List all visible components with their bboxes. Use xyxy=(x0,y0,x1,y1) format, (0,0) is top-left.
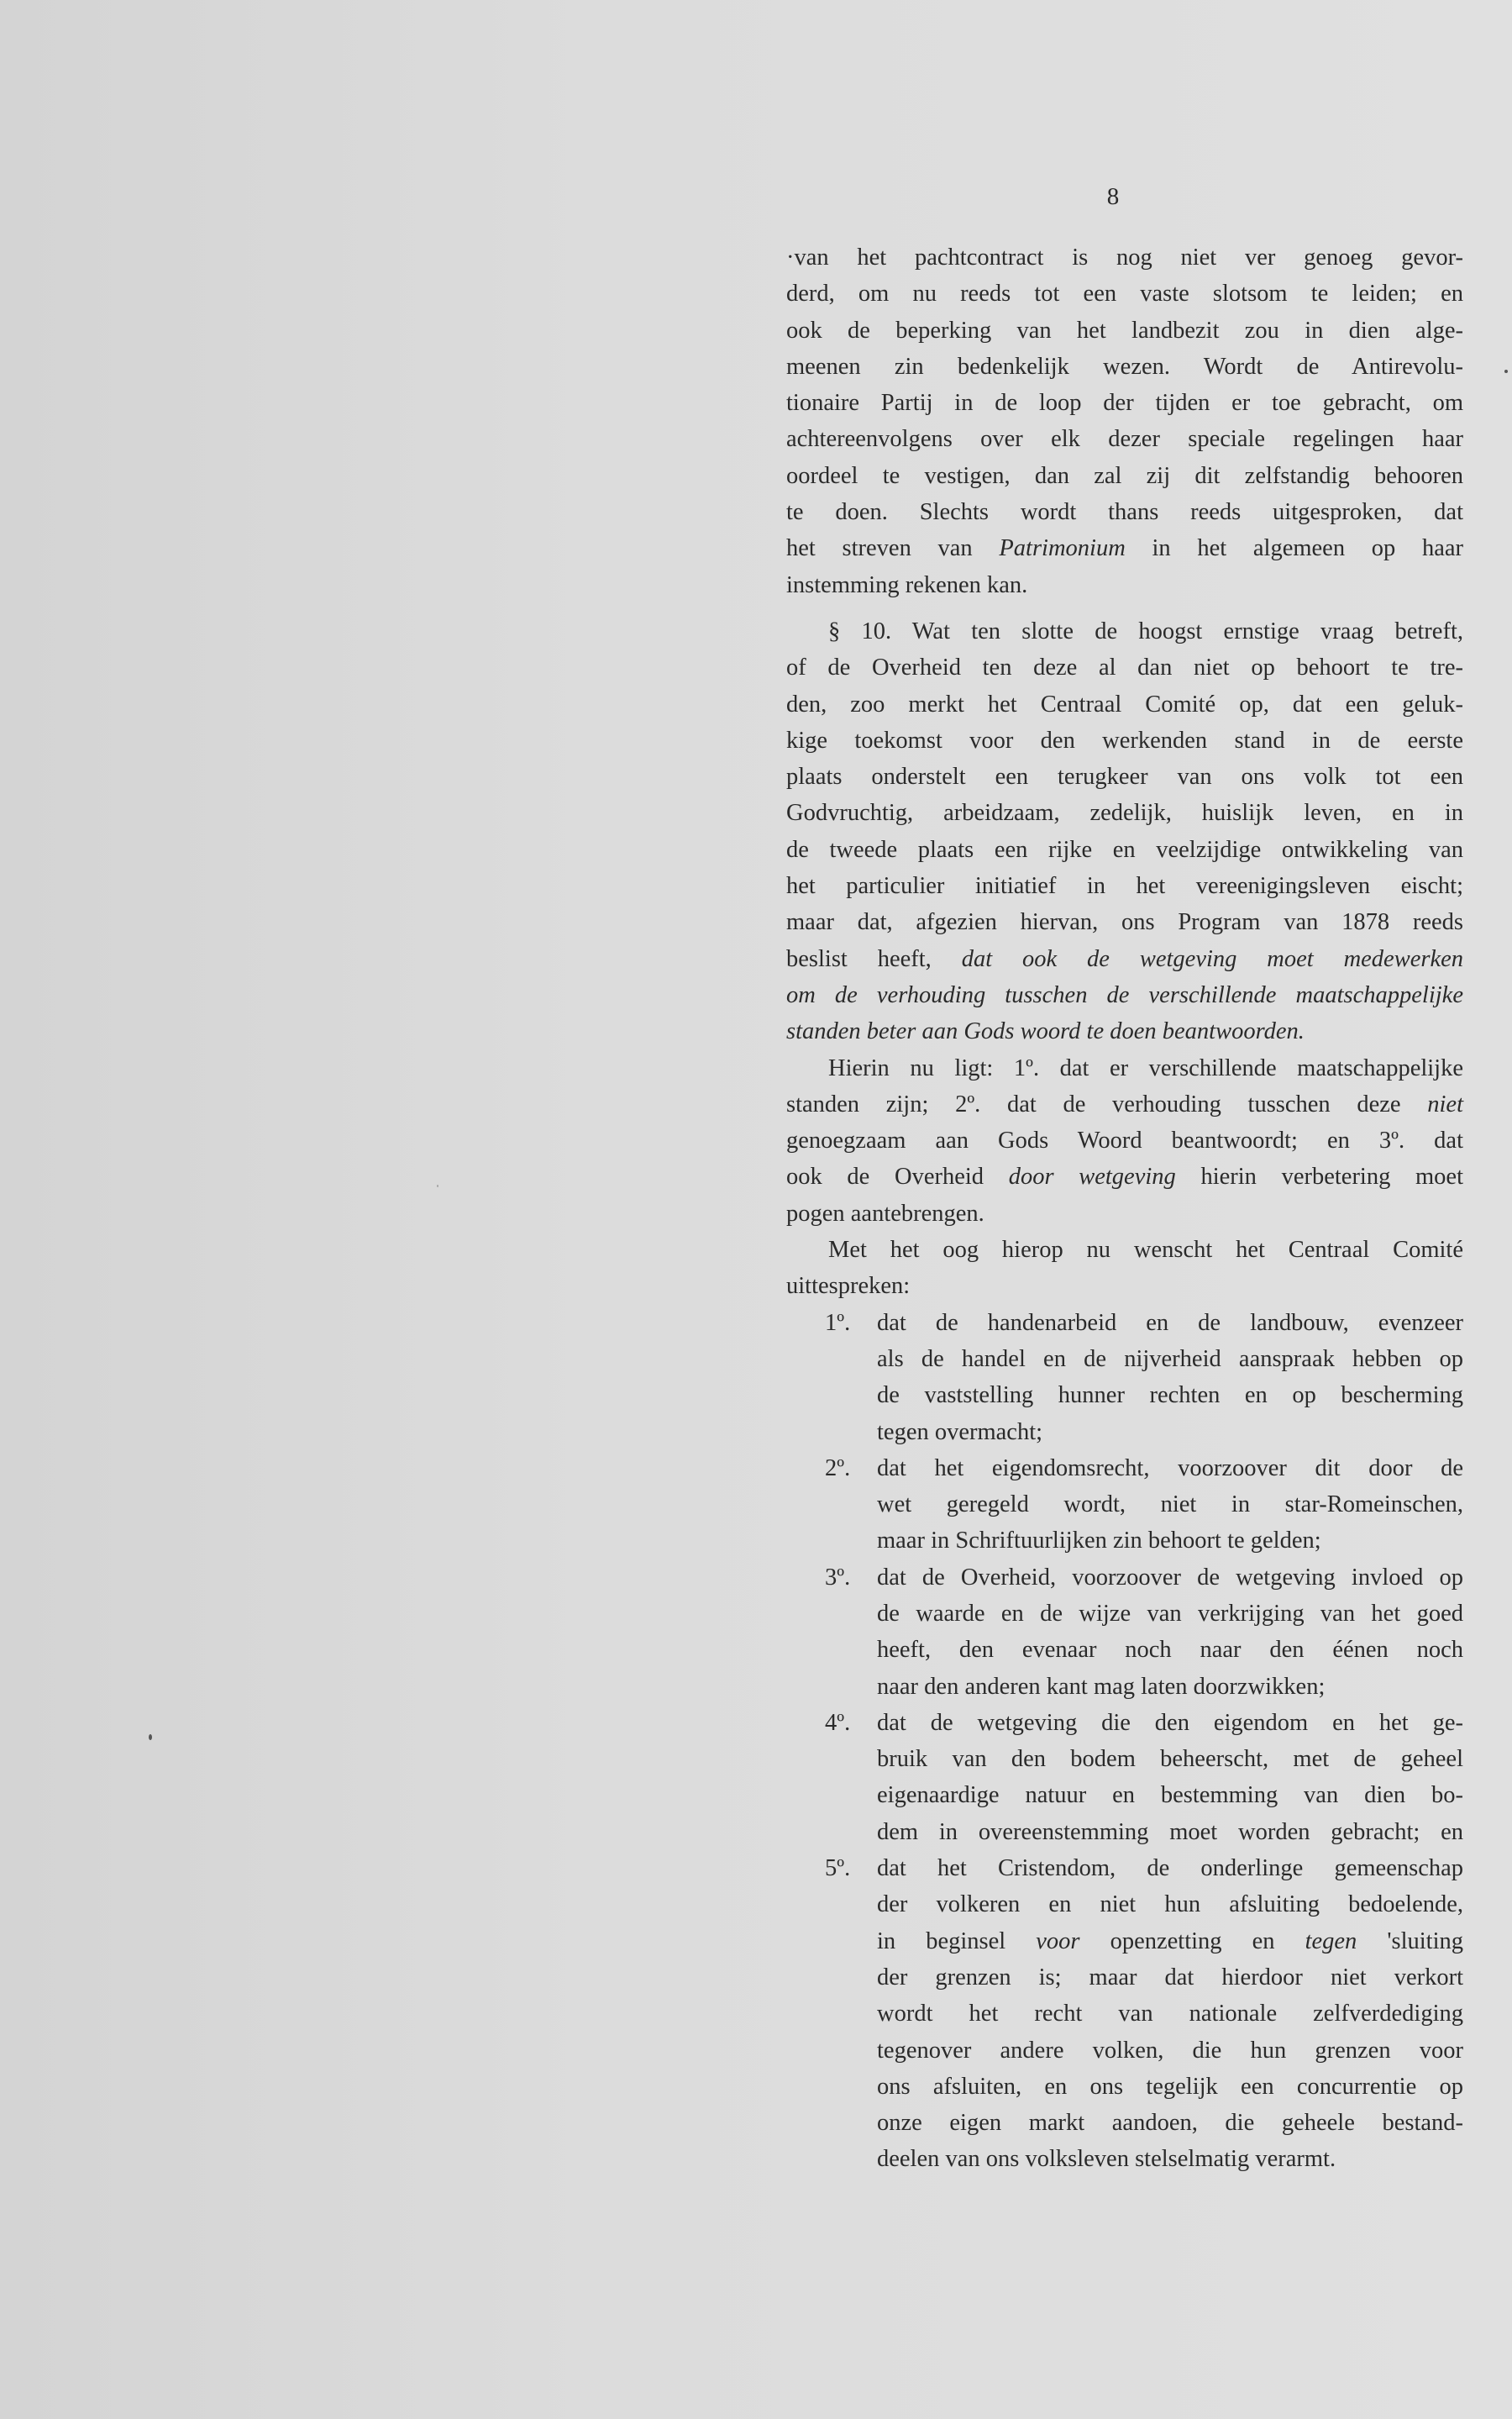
text-line: ·van het pachtcontract is nog niet ver genoeg gevor- xyxy=(786,245,1463,271)
text-line: maar dat, afgezien hiervan, ons Program van 1878 reeds xyxy=(786,909,1463,936)
italic-term: Patrimonium xyxy=(999,535,1126,562)
text-run: standen zijn; 2º. dat de verhouding tusschen deze xyxy=(786,1091,1401,1117)
list-item xyxy=(786,1850,1463,2178)
text-run: 'sluiting xyxy=(1387,1927,1464,1954)
text-line: heeft, den evenaar noch naar den éénen noch xyxy=(877,1637,1463,1664)
text-line: de vaststelling hunner rechten en op bescherming xyxy=(877,1382,1463,1409)
text-line xyxy=(786,1086,1463,1123)
text-line: of de Overheid ten deze al dan niet op behoort te tre- xyxy=(786,655,1463,681)
text-line: tegen overmacht; xyxy=(877,1418,1043,1445)
text-line: bruik van den bodem beheerscht, met de geheel xyxy=(877,1746,1463,1773)
text-line: dat de wetgeving die den eigendom en het ge- xyxy=(877,1709,1463,1736)
text-run: hierin verbetering moet xyxy=(1200,1164,1464,1191)
text-line: achtereenvolgens over elk dezer speciale regelingen haar xyxy=(786,426,1463,453)
text-line: instemming rekenen kan. xyxy=(786,571,1028,598)
text-line: wordt het recht van nationale zelfverdediging xyxy=(877,2001,1463,2027)
text-line: den, zoo merkt het Centraal Comité op, dat een geluk- xyxy=(786,691,1463,718)
text-line: dem in overeenstemming moet worden gebracht; en xyxy=(877,1818,1463,1845)
italic-term: niet xyxy=(1427,1091,1463,1117)
text-line: Godvruchtig, arbeidzaam, zedelijk, huislijk leven, en in xyxy=(786,800,1463,827)
italic-term: tegen xyxy=(1305,1927,1357,1954)
text-line: uittespreken: xyxy=(786,1273,911,1300)
text-line: maar in Schriftuurlijken zin behoort te gelden; xyxy=(877,1528,1321,1554)
text-line: pogen aantebrengen. xyxy=(786,1200,984,1227)
text-line xyxy=(786,1013,1463,1049)
list-item-number: 3º. xyxy=(825,1564,851,1591)
text-line xyxy=(786,1159,1463,1195)
section-10 xyxy=(786,613,1463,1050)
text-run: het streven van xyxy=(786,535,973,562)
italic-quote: dat ook de wetgeving moet medewerken xyxy=(961,945,1463,972)
text-line: dat de Overheid, voorzoover de wetgeving invloed op xyxy=(877,1564,1463,1591)
text-line: ons afsluiten, en ons tegelijk een concurrentie op xyxy=(877,2073,1463,2100)
text-run: beslist heeft, xyxy=(786,945,932,972)
text-line xyxy=(786,530,1463,566)
text-run: openzetting en xyxy=(1110,1927,1275,1954)
paragraph-continuation xyxy=(786,239,1463,603)
text-run: in het algemeen op haar xyxy=(1152,535,1464,562)
list-item-number: 1º. xyxy=(825,1309,851,1336)
text-line: tionaire Partij in de loop der tijden er toe gebracht, om xyxy=(786,390,1463,417)
text-column xyxy=(786,239,1463,2178)
text-line: derd, om nu reeds tot een vaste slotsom te leiden; en xyxy=(786,281,1463,308)
text-line: onze eigen markt aandoen, die geheele bestand- xyxy=(877,2110,1463,2137)
text-line xyxy=(786,941,1463,977)
text-run: ook de Overheid xyxy=(786,1164,984,1191)
ink-speck xyxy=(437,1185,438,1187)
hierin-paragraph xyxy=(786,1050,1463,1232)
text-line: Hierin nu ligt: 1º. dat er verschillende maatschappelijke xyxy=(828,1054,1463,1081)
text-line: genoegzaam aan Gods Woord beantwoordt; en 3º. dat xyxy=(786,1128,1463,1154)
italic-quote: standen beter aan Gods woord te doen beantwoorden. xyxy=(786,1018,1305,1045)
text-line: de waarde en de wijze van verkrijging van het goed xyxy=(877,1600,1463,1627)
text-line: oordeel te vestigen, dan zal zij dit zelfstandig behooren xyxy=(786,462,1463,489)
list-item-number: 4º. xyxy=(825,1709,851,1736)
list-item xyxy=(786,1705,1463,1850)
italic-term: door wetgeving xyxy=(1008,1164,1176,1191)
list-item-number: 2º. xyxy=(825,1454,851,1481)
list-item xyxy=(786,1450,1463,1559)
list-item xyxy=(786,1305,1463,1450)
text-line: Met het oog hierop nu wenscht het Centraal Comité xyxy=(828,1237,1463,1264)
text-line: ook de beperking van het landbezit zou in dien alge- xyxy=(786,317,1463,344)
italic-quote: om de verhouding tusschen de verschillende maatschappelijke xyxy=(786,981,1463,1008)
text-line: als de handel en de nijverheid aanspraak hebben op xyxy=(877,1345,1463,1372)
text-line: tegenover andere volken, die hun grenzen voor xyxy=(877,2037,1463,2064)
text-line: plaats onderstelt een terugkeer van ons volk tot een xyxy=(786,764,1463,791)
ink-speck xyxy=(149,1734,152,1740)
text-line: dat de handenarbeid en de landbouw, evenzeer xyxy=(877,1309,1463,1336)
text-line: der volkeren en niet hun afsluiting bedoelende, xyxy=(877,1891,1463,1918)
text-line: wet geregeld wordt, niet in star-Romeinschen, xyxy=(877,1491,1463,1518)
text-line: naar den anderen kant mag laten doorzwikken; xyxy=(877,1673,1326,1700)
text-line: dat het eigendomsrecht, voorzoover dit door de xyxy=(877,1454,1463,1481)
text-line: te doen. Slechts wordt thans reeds uitgesproken, dat xyxy=(786,499,1463,526)
text-line: meenen zin bedenkelijk wezen. Wordt de Antirevolu- xyxy=(786,353,1463,380)
text-line: der grenzen is; maar dat hierdoor niet verkort xyxy=(877,1964,1463,1990)
section-heading-line: § 10. Wat ten slotte de hoogst ernstige vraag betreft, xyxy=(828,618,1463,644)
text-line: kige toekomst voor den werkenden stand in de eerste xyxy=(786,727,1463,754)
text-line xyxy=(877,1923,1463,1959)
ink-speck xyxy=(1504,370,1508,373)
met-paragraph xyxy=(786,1232,1463,1305)
text-line: dat het Cristendom, de onderlinge gemeenschap xyxy=(877,1855,1463,1882)
text-line: de tweede plaats een rijke en veelzijdige ontwikkeling van xyxy=(786,836,1463,863)
list-item-number: 5º. xyxy=(825,1855,851,1882)
text-run: in beginsel xyxy=(877,1927,1006,1954)
list-item xyxy=(786,1559,1463,1705)
numbered-list xyxy=(786,1305,1463,2178)
text-line: deelen van ons volksleven stelselmatig verarmt. xyxy=(877,2146,1336,2173)
page-number: 8 xyxy=(1106,183,1120,210)
text-line: het particulier initiatief in het vereenigingsleven eischt; xyxy=(786,873,1463,900)
italic-term: voor xyxy=(1036,1927,1080,1954)
text-line xyxy=(786,977,1463,1013)
text-line: eigenaardige natuur en bestemming van dien bo- xyxy=(877,1782,1463,1809)
